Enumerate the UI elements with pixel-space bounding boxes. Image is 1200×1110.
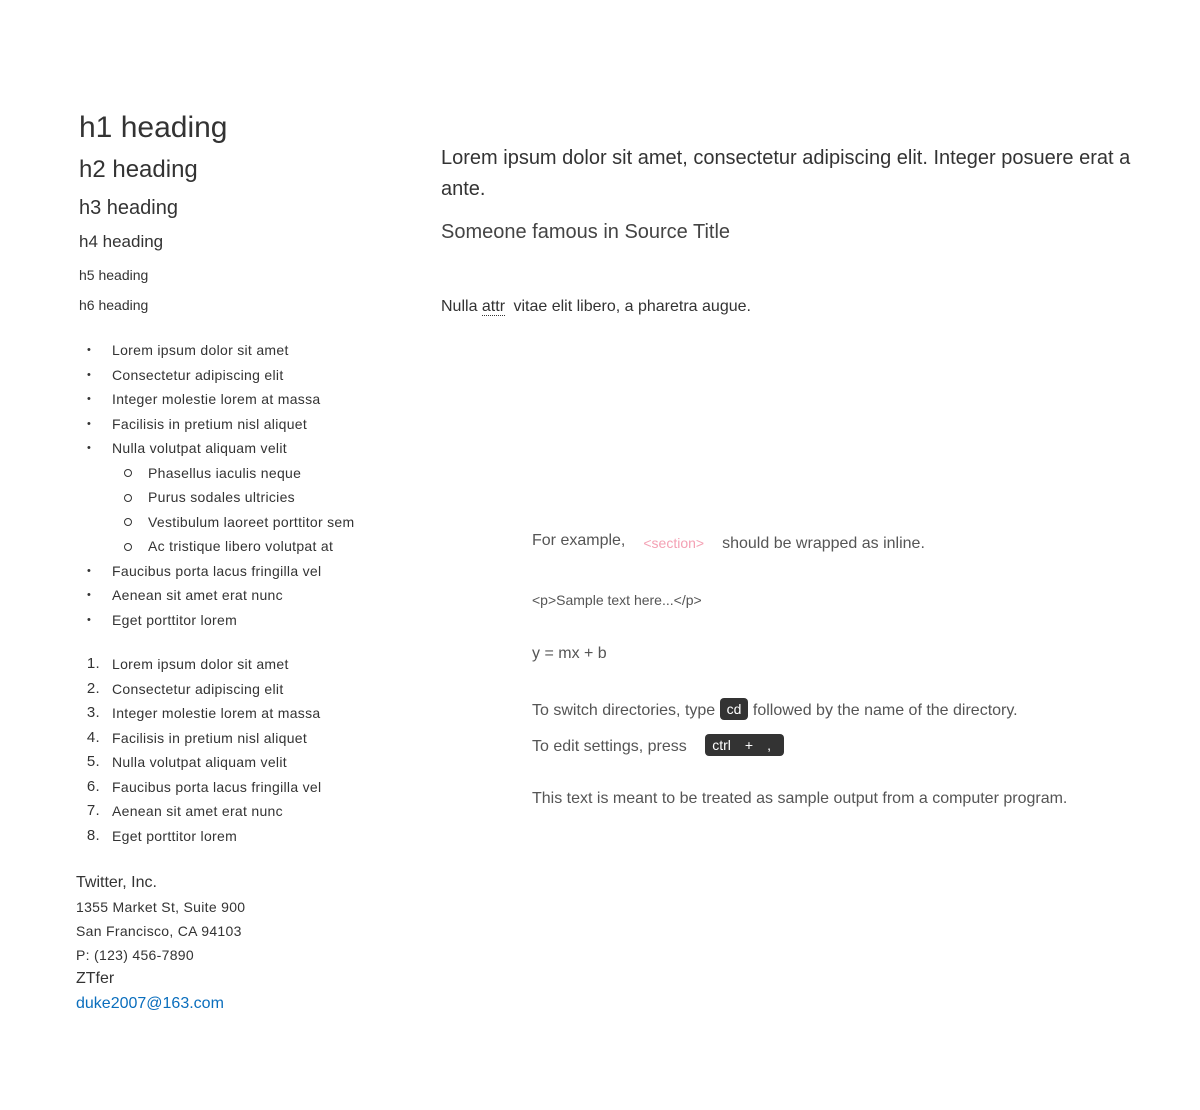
comma-key: , bbox=[767, 737, 771, 753]
list-item-text: Integer molestie lorem at massa bbox=[112, 391, 321, 407]
keyboard-settings-before-text: To edit settings, press bbox=[532, 738, 687, 755]
list-number: 7. bbox=[86, 802, 100, 819]
nested-list-item bbox=[148, 485, 354, 510]
bullet-icon: • bbox=[87, 564, 92, 577]
circle-bullet-icon bbox=[124, 494, 132, 502]
h2-heading: h2 heading bbox=[79, 156, 198, 183]
unordered-list bbox=[87, 338, 355, 632]
inline-code-after-text: should be wrapped as inline. bbox=[722, 535, 925, 552]
list-item-text: Faucibus porta lacus fringilla vel bbox=[112, 562, 322, 579]
ordered-list-item bbox=[86, 652, 321, 677]
blockquote-text: Lorem ipsum dolor sit amet, consectetur adipiscing elit. Integer posuere erat a ante. bbox=[441, 147, 1131, 200]
bullet-icon: • bbox=[87, 344, 92, 356]
nested-list-item-text: Purus sodales ultricies bbox=[148, 489, 295, 505]
headings-block bbox=[79, 108, 227, 316]
nested-list-item-text: Vestibulum laoreet porttitor sem bbox=[148, 513, 355, 530]
bullet-icon: • bbox=[87, 368, 92, 381]
h5-heading: h5 heading bbox=[79, 267, 149, 283]
ordered-list-item-text: Integer molestie lorem at massa bbox=[112, 705, 321, 721]
list-number: 8. bbox=[86, 826, 100, 844]
inline-code: <section> bbox=[643, 535, 705, 551]
contact-name: ZTfer bbox=[76, 970, 115, 987]
nested-list-item-text: Phasellus iaculis neque bbox=[148, 464, 302, 481]
bullet-icon: • bbox=[87, 613, 92, 626]
list-item-text: Aenean sit amet erat nunc bbox=[112, 587, 283, 603]
address-block bbox=[76, 871, 245, 1016]
inline-code-paragraph bbox=[532, 532, 925, 553]
cd-key: cd bbox=[720, 698, 749, 720]
ordered-list-item-text: Facilisis in pretium nisl aliquet bbox=[112, 729, 308, 746]
nested-list-item-text: Ac tristique libero volutpat at bbox=[148, 538, 334, 554]
list-number: 5. bbox=[86, 753, 100, 770]
blockquote bbox=[441, 143, 1156, 247]
ordered-list-item bbox=[86, 824, 321, 849]
ordered-list-item bbox=[86, 799, 321, 824]
bullet-icon: • bbox=[87, 589, 92, 601]
nested-list bbox=[112, 461, 354, 559]
keyboard-settings-paragraph bbox=[532, 734, 784, 756]
email-link[interactable]: duke2007@163.com bbox=[76, 995, 224, 1012]
ordered-list-item bbox=[86, 775, 322, 800]
plus-sign: + bbox=[744, 737, 754, 753]
blockquote-source: Someone famous in Source Title bbox=[441, 221, 731, 243]
h6-heading: h6 heading bbox=[79, 297, 149, 313]
bullet-icon: • bbox=[87, 417, 92, 430]
ordered-list bbox=[86, 652, 322, 848]
nested-list-item bbox=[148, 461, 354, 486]
abbreviation[interactable]: attr bbox=[481, 298, 506, 315]
ordered-list-item bbox=[86, 750, 321, 775]
ordered-list-item-text: Consectetur adipiscing elit bbox=[112, 680, 284, 697]
list-item-text: Lorem ipsum dolor sit amet bbox=[112, 342, 289, 358]
abbreviation-paragraph bbox=[441, 296, 751, 318]
list-item bbox=[87, 608, 354, 633]
ordered-list-item bbox=[86, 677, 321, 702]
list-item bbox=[87, 338, 354, 363]
nested-list-item bbox=[148, 534, 354, 559]
h3-heading: h3 heading bbox=[79, 197, 178, 219]
list-item-text: Facilisis in pretium nisl aliquet bbox=[112, 415, 308, 432]
h1-heading: h1 heading bbox=[79, 111, 228, 144]
sample-output: This text is meant to be treated as sample output from a computer program. bbox=[532, 790, 1068, 807]
ordered-list-item-text: Faucibus porta lacus fringilla vel bbox=[112, 778, 322, 795]
ctrl-key: ctrl bbox=[712, 737, 731, 753]
list-number: 4. bbox=[86, 728, 100, 746]
street-address: 1355 Market St, Suite 900 bbox=[76, 899, 246, 915]
ordered-list-item-text: Aenean sit amet erat nunc bbox=[112, 803, 283, 819]
circle-bullet-icon bbox=[124, 518, 132, 526]
list-item bbox=[87, 436, 355, 559]
code-block: <p>Sample text here...</p> bbox=[532, 592, 702, 608]
bullet-icon: • bbox=[87, 393, 92, 405]
ordered-list-item-text: Eget porttitor lorem bbox=[112, 827, 238, 844]
ctrl-comma-shortcut bbox=[705, 734, 784, 756]
nested-list-item bbox=[148, 510, 354, 535]
ordered-list-item bbox=[86, 726, 321, 751]
variable-expression: y = mx + b bbox=[532, 645, 607, 662]
keyboard-switch-after-text: followed by the name of the directory. bbox=[752, 702, 1018, 719]
list-item-text: Eget porttitor lorem bbox=[112, 611, 238, 628]
list-item bbox=[87, 363, 354, 388]
company-name: Twitter, Inc. bbox=[76, 874, 157, 891]
city-state-zip: San Francisco, CA 94103 bbox=[76, 923, 242, 939]
h4-heading: h4 heading bbox=[79, 232, 164, 251]
circle-bullet-icon bbox=[124, 543, 132, 551]
abbreviation-after-text: vitae elit libero, a pharetra augue. bbox=[509, 298, 751, 315]
list-item bbox=[87, 387, 354, 412]
inline-code-before-text: For example, bbox=[532, 532, 626, 549]
keyboard-switch-paragraph bbox=[532, 698, 1018, 720]
ordered-list-item-text: Nulla volutpat aliquam velit bbox=[112, 754, 287, 770]
list-item bbox=[87, 412, 354, 437]
bullet-icon: • bbox=[87, 442, 92, 454]
list-item bbox=[87, 583, 354, 608]
list-number: 3. bbox=[86, 704, 100, 721]
list-item bbox=[87, 559, 354, 584]
list-item-text: Nulla volutpat aliquam velit bbox=[112, 440, 287, 456]
list-number: 1. bbox=[86, 655, 100, 672]
phone-number: P: (123) 456-7890 bbox=[76, 947, 194, 963]
keyboard-switch-before-text: To switch directories, type bbox=[532, 702, 716, 719]
circle-bullet-icon bbox=[124, 469, 132, 477]
list-number: 6. bbox=[86, 777, 100, 795]
ordered-list-item-text: Lorem ipsum dolor sit amet bbox=[112, 656, 289, 672]
list-item-text: Consectetur adipiscing elit bbox=[112, 366, 284, 383]
list-number: 2. bbox=[86, 679, 100, 697]
ordered-list-item bbox=[86, 701, 321, 726]
abbreviation-before-text: Nulla bbox=[441, 298, 482, 315]
